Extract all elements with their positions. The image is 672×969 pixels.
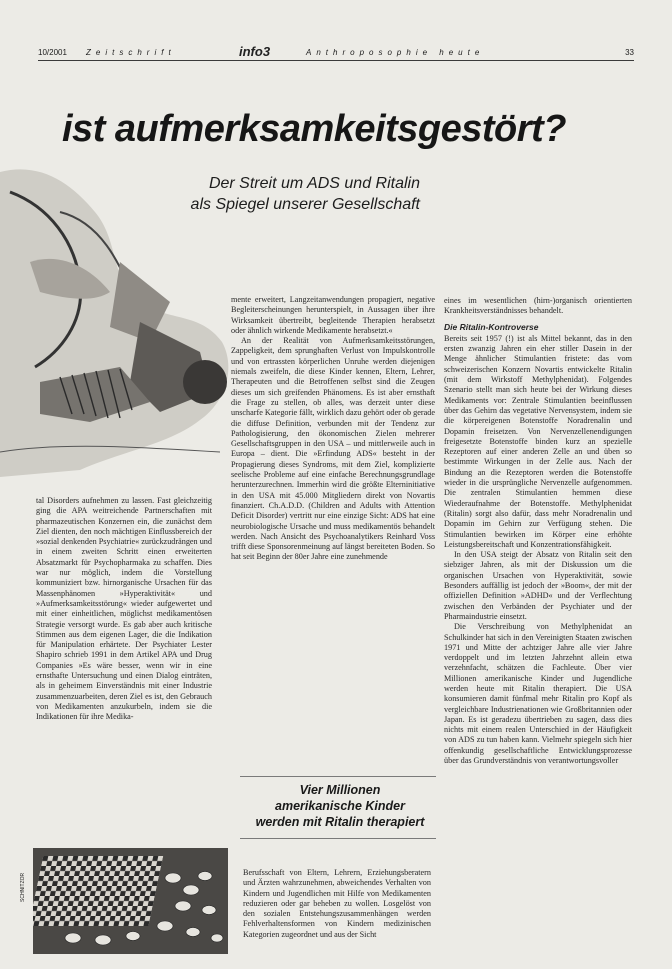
pull-quote-line-1: Vier Millionen (299, 783, 381, 797)
column-3 (444, 296, 632, 766)
col2-paragraph: An der Realität von Aufmerksamkeitsstörungen, Zappeligkeit, dem sprunghaften Verlust von Impulskontrolle und von ertrassten körperlichen Unruhe werden diejenigen niemals zweifeln, die diese Kinder kennen, Eltern, Lehrer, Therapeuten und die Betroffenen selbst sind die Zeugen dieses um sich greifenden Phänomens. Es ist aber ernsthaft die Frage zu stellen, ob alles, was derzeit unter diese unscharfe Kategorie fällt, wirklich dazu gehört oder ob gerade die diffuse Definition, verbunden mit der Tendenz zur Pathologisierung, den ökonomischen Zielen mehrerer Gesellschaftsgruppen in den USA – und mittlerweile auch in Europa – dient. Die »Erfindung ADS« besteht in der Propagierung dieses Syndroms, mit dem Ziel, komplizierte seelische Probleme auf eine einfache Berechnungsgrundlage herunterzurechnen. Immerhin wird die größte Elterninitiative in den USA mit 45.000 Mitgliedern direkt von Novartis finanziert. Ch.A.D.D. (Children and Adults with Attention Deficit Disorder) vertritt nur eine einzige Sicht: ADS hat eine neurobiologische Ursache und muss medikamentös behandelt werden. Nach Ansicht des Psychoanalytikers Reinhard Voss trifft diese Sponsorenmeinung auf längst bereiteten Boden. So hat seit Beginn der 80er Jahre eine zunehmende (231, 336, 435, 562)
col3-paragraph: Die Verschreibung von Methylphenidat an Schulkinder hat sich in den Vereinigten Staaten zwischen 1971 und Mitte der achtziger Jahre alle vier Jahre verdoppelt und im letzten Jahrzehnt allein etwa verzehnfacht, schätzen die Fachleute. Über vier Millionen amerikanische Kinder und Jugendliche werden heute mit Ritalin therapiert. Die USA konsumieren damit fünfmal mehr Ritalin pro Kopf als vergleichbare Industrienationen wie Großbritannien oder Japan. Es ist geradezu übertrieben zu sagen, dass dies nichts mit einem realen Unterschied in der Häufigkeit von ADS zu tun haben kann. Vielmehr spiegeln sich hier offenkundig gesellschaftliche Entwicklungsprozesse über das Grundverständnis von verantwortungsvoller (444, 622, 632, 766)
photo-credit: SCHNITZOR (20, 872, 26, 902)
col1-paragraph: tal Disorders aufnehmen zu lassen. Fast gleichzeitig ging die APA weitreichende Partnerschaften mit pharmazeutischen Konzernen ein, die zunächst dem Ziel dienten, den noch mächtigen Einflussbereich der »sozial denkenden Psychiatrie« zurückzudrängen und in einem zweiten Schritt einen erweiterten Absatzmarkt für Psychopharmaka zu schaffen. Dies war nur möglich, indem die Vorstellung kommuniziert bzw. hirnorganische Ursachen für das Massenphänomen »Hyperaktivität« und »Aufmerksamkeitsstörung« wieder aufgewertet und mit einer einheitlichen, möglichst medikamentösen Strategie versorgt wurde. Es gab aber auch kritische Stimmen aus dem eigenen Lager, die die Indikation für Manipulation erhärtete. Der Psychiater Lester Shapiro schrieb 1991 in dem Artikel APA und Drug Companies »Es wäre besser, wenn wir in eine ernsthafte Untersuchung und einen Dialog einträten, als in geheimem Einverständnis mit einer Industrie zusammenzuarbeiten, deren Ziel es ist, den Gebrauch von Medikamenten anzukurbeln, indem sie die Indikationen für ihre Medika- (36, 496, 212, 722)
pull-quote-rule-top (240, 776, 436, 777)
col3-intro: eines im wesentlichen (hirn-)organisch orientierten Krankheitsverständnisses behandelt. (444, 296, 632, 316)
col3-paragraph: In den USA steigt der Absatz von Ritalin seit den siebziger Jahren, als mit der Diskussion um die organischen Ursachen von Hyperaktivität, sowie Besonders auffällig ist jedoch der »Boom«, der mit der offiziellen Definition »ADHD« und der Verflechtung zwischen den Verbänden der Psychiater und der Pharmaindustrie einsetzt. (444, 550, 632, 621)
magazine-label: Zeitschrift (86, 48, 176, 57)
article-title: ist aufmerksamkeitsgestört? (62, 108, 566, 150)
column-1 (36, 496, 212, 723)
pull-quote (240, 782, 440, 830)
magazine-logo: info3 (239, 44, 271, 59)
page-number: 33 (625, 48, 634, 57)
illustration-image (0, 152, 236, 477)
header-rule (38, 60, 634, 61)
pull-quote-line-2: amerikanische Kinder (275, 799, 405, 813)
magazine-subtitle: Anthroposophie heute (306, 48, 485, 57)
col3-paragraph: Bereits seit 1957 (!) ist als Mittel bekannt, das in den ersten zwanzig Jahren ein eher stiller Dasein in der Menge ähnlicher Stimulantien fristete: das vom schweizerischen Konzern Novartis entwickelte Ritalin (mit dem Wirkstoff Methylphenidat). Folgendes Szenario stellt man sich heute bei der Wirkung dieses Medikaments vor: Zentrale Stimulantien beeinflussen über das Gehirn das vegetative Nervensystem, indem sie die körpereigenen Botenstoffe Noradrenalin und Dopamin freisetzen. Von Nervenzellenendigungen freigesetzte Botenstoffe binden kurz an spezielle Rezeptoren auf einer anderen Zelle an und üben so bestimmte Wirkungen in der Zelle aus. Nach der Bindung an die Rezeptoren werden die Botenstoffe wieder in die ursprüngliche Nervenzelle aufgenommen. Die zentralen Stimulantien hemmen diese Wiederaufnahme der Botenstoffe. Methylphenidat (Ritalin) sorgt also dafür, dass mehr Noradrenalin und Dopamin im Gehirn zur Verfügung stehen. Die Stimulantien bewirken im Körper eine erhöhte Leistungsbereitschaft und Konzentrationsfähigkeit. (444, 333, 632, 549)
col2-paragraph: mente erweitert, Langzeitanwendungen propagiert, negative Begleiterscheinungen herunterspielt, in Aussagen über ihre Wirksamkeit übertreibt, begleitende Therapien herabsetzt oder ähnlich wirkende Medikamente herabsetzt.« (231, 295, 435, 335)
pull-quote-line-3: werden mit Ritalin therapiert (255, 815, 425, 829)
subtitle-line-2: als Spiegel unserer Gesellschaft (190, 196, 420, 213)
column-2 (231, 295, 435, 563)
column-2-bottom (243, 868, 431, 940)
running-header (38, 46, 634, 60)
section-heading: Die Ritalin-Kontroverse (444, 321, 539, 332)
pull-quote-rule-bottom (240, 838, 436, 839)
col2b-paragraph: Berufsschaft von Eltern, Lehrern, Erziehungsberatern und Ärzten wahrzunehmen, abweichendes Verhalten von Kindern und Jugendlichen mit Hilfe von Medikamenten reduzieren oder gar beheben zu wollen. Losgelöst von den sozialen Entstehungszusammenhängen werden Fehlverhaltensformen von Kindern medizinischen Kategorien zugeordnet und aus der Sicht (243, 868, 431, 939)
subtitle-line-1: Der Streit um ADS und Ritalin (208, 175, 420, 192)
pills-photo (33, 848, 228, 954)
issue-number: 10/2001 (38, 48, 67, 57)
